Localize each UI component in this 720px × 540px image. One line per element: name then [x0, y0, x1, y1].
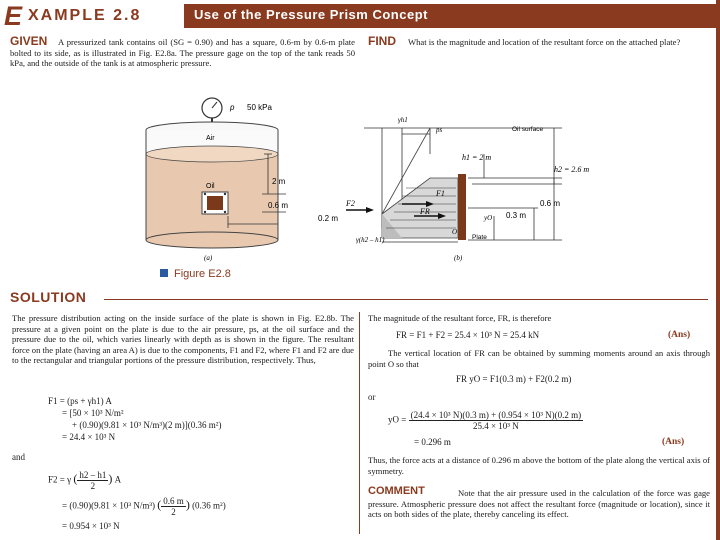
f2-label: F2 — [346, 199, 355, 208]
f2-line2-frac-den: 2 — [171, 507, 176, 517]
f1-eq-line1: F1 = (ps + γh1) A — [48, 396, 112, 406]
comment-text: Note that the air pressure used in the calculation of the force was gage pressure. Atmospheric pressure does not affect the resultant force (magnitude or location), since it acts on both sides of the plate, thereby canceling its effect. — [368, 488, 710, 520]
h1-label: h1 = 2 m — [462, 153, 492, 162]
caption-square-icon — [160, 269, 168, 277]
f1-eq-line2: = [50 × 10³ N/m² — [62, 408, 124, 418]
yo-result: = 0.296 m — [414, 437, 451, 447]
f1-eq-line3: + (0.90)(9.81 × 10³ N/m³)(2 m)](0.36 m²) — [72, 420, 222, 430]
resultant-intro: The magnitude of the resultant force, FR, is therefore — [368, 313, 552, 323]
f2-line2-fraction — [161, 496, 186, 517]
or-text: or — [368, 392, 376, 402]
h2-label: h2 = 2.6 m — [554, 165, 590, 174]
yo-frac-num: (24.4 × 10³ N)(0.3 m) + (0.954 × 10³ N)(0.2 m) — [410, 410, 582, 420]
f2-frac-num: h2 – h1 — [79, 470, 107, 480]
yo-lhs: yO = — [388, 414, 407, 425]
comment-label: COMMENT — [368, 485, 425, 497]
example-number — [0, 0, 184, 30]
yo-fraction — [409, 410, 584, 431]
dim-06m-b-label: 0.6 m — [540, 199, 561, 208]
solution-rule — [104, 299, 708, 300]
tank-figure — [146, 98, 289, 248]
example-title: Use of the Pressure Prism Concept — [194, 7, 428, 22]
point-o-label: O — [452, 228, 458, 236]
column-divider — [359, 312, 360, 534]
yo-label: yO — [484, 214, 493, 222]
example-header — [0, 0, 720, 30]
moment-equation: FR yO = F1(0.3 m) + F2(0.2 m) — [456, 374, 572, 384]
dim-03m-b-label: 0.3 m — [506, 211, 527, 220]
f1-eq-line4: = 24.4 × 10³ N — [62, 432, 116, 442]
given-label: GIVEN — [10, 34, 48, 48]
gage-value: 50 kPa — [247, 103, 272, 112]
figure-e2-8 — [6, 92, 618, 282]
figure-drawing — [6, 92, 618, 282]
f1-label: F1 — [436, 189, 445, 198]
caption-a: (a) — [204, 254, 213, 262]
f2-line2-a: = (0.90)(9.81 × 10³ N/m³) — [62, 500, 156, 511]
oil-label: Oil — [206, 183, 215, 190]
f2-eq-line1: F2 = γ ( $\frac{h2 - h1}{2}$ ) A — [48, 470, 122, 491]
yo-frac-den: 25.4 × 10³ N — [472, 421, 519, 431]
dim-2m-label: 2 m — [272, 177, 286, 186]
example-initial: E — [4, 1, 23, 31]
air-label: Air — [206, 135, 215, 142]
f2-line2-frac-num: 0.6 m — [163, 496, 184, 506]
conclusion-text: Thus, the force acts at a distance of 0.296 m above the bottom of the plate along the vertical axis of symmetry. — [368, 455, 710, 476]
gamma-h1-label: γh1 — [398, 116, 408, 124]
f2-eq-line2: = (0.90)(9.81 × 10³ N/m³) ( $\frac{0.6 m}{2}$ ) (0.36 m²) — [62, 496, 226, 517]
ps-label: ps — [436, 126, 443, 134]
find-label: FIND — [368, 34, 396, 48]
f2-lhs: F2 = γ — [48, 474, 72, 485]
example-title-bar — [184, 4, 716, 28]
example-label: XAMPLE 2.8 — [28, 7, 142, 24]
dim-06m-label: 0.6 m — [268, 201, 289, 210]
plate-label: Plate — [472, 234, 487, 241]
f2-line2-b: (0.36 m²) — [192, 500, 226, 511]
plate-a — [207, 196, 223, 210]
figure-caption — [160, 268, 231, 280]
caption-b: (b) — [454, 254, 463, 262]
f2-eq-line3: = 0.954 × 10³ N — [62, 521, 120, 531]
vertical-location-text: The vertical location of FR can be obtained by summing moments around an axis through point O so that — [368, 348, 710, 369]
solution-intro: The pressure distribution acting on the inside surface of the plate is shown in Fig. E2.8b. The pressure at a given point on the plate is due to the air pressure, ps, at the oil surface and the pressure due to the oil, which varies linearly with depth as is shown in the figure. The resultant force on the plate (having an area A) is due to the components, F1 and F2, where F1 and F2 are due to the rectangular and triangular portions of the pressure distribution, respectively. Thus, — [12, 313, 354, 366]
oil-surface-label: Oil surface — [512, 126, 544, 133]
page-edge-strip — [716, 0, 720, 540]
and-text: and — [12, 452, 25, 462]
pressure-prism-figure — [346, 128, 562, 242]
given-text: A pressurized tank contains oil (SG = 0.90) and has a square, 0.6-m by 0.6-m plate bolted to its side, as is illustrated in Fig. E2.8a. The pressure gage on the top of the tank reads 50 kPa, and the outside of the tank is at atmospheric pressure. — [10, 37, 355, 69]
solution-label: SOLUTION — [10, 289, 87, 305]
answer-badge-2: (Ans) — [662, 437, 685, 447]
dim-02m-label: 0.2 m — [318, 214, 339, 223]
figure-caption-text: Figure E2.8 — [174, 268, 231, 280]
plate-b — [458, 174, 466, 240]
f2-frac-den: 2 — [90, 481, 96, 491]
fr-label: FR — [420, 207, 430, 216]
fr-equation: FR = F1 + F2 = 25.4 × 10³ N = 25.4 kN — [396, 330, 540, 340]
answer-badge-1: (Ans) — [668, 330, 691, 340]
f2-rhs: A — [114, 474, 122, 485]
gage-p-label: p — [230, 103, 235, 112]
gamma-diff-label: γ(h2 – h1) — [356, 236, 385, 244]
yo-equation — [388, 410, 583, 431]
f2-fraction — [77, 470, 108, 491]
find-text: What is the magnitude and location of the resultant force on the attached plate? — [408, 37, 681, 47]
